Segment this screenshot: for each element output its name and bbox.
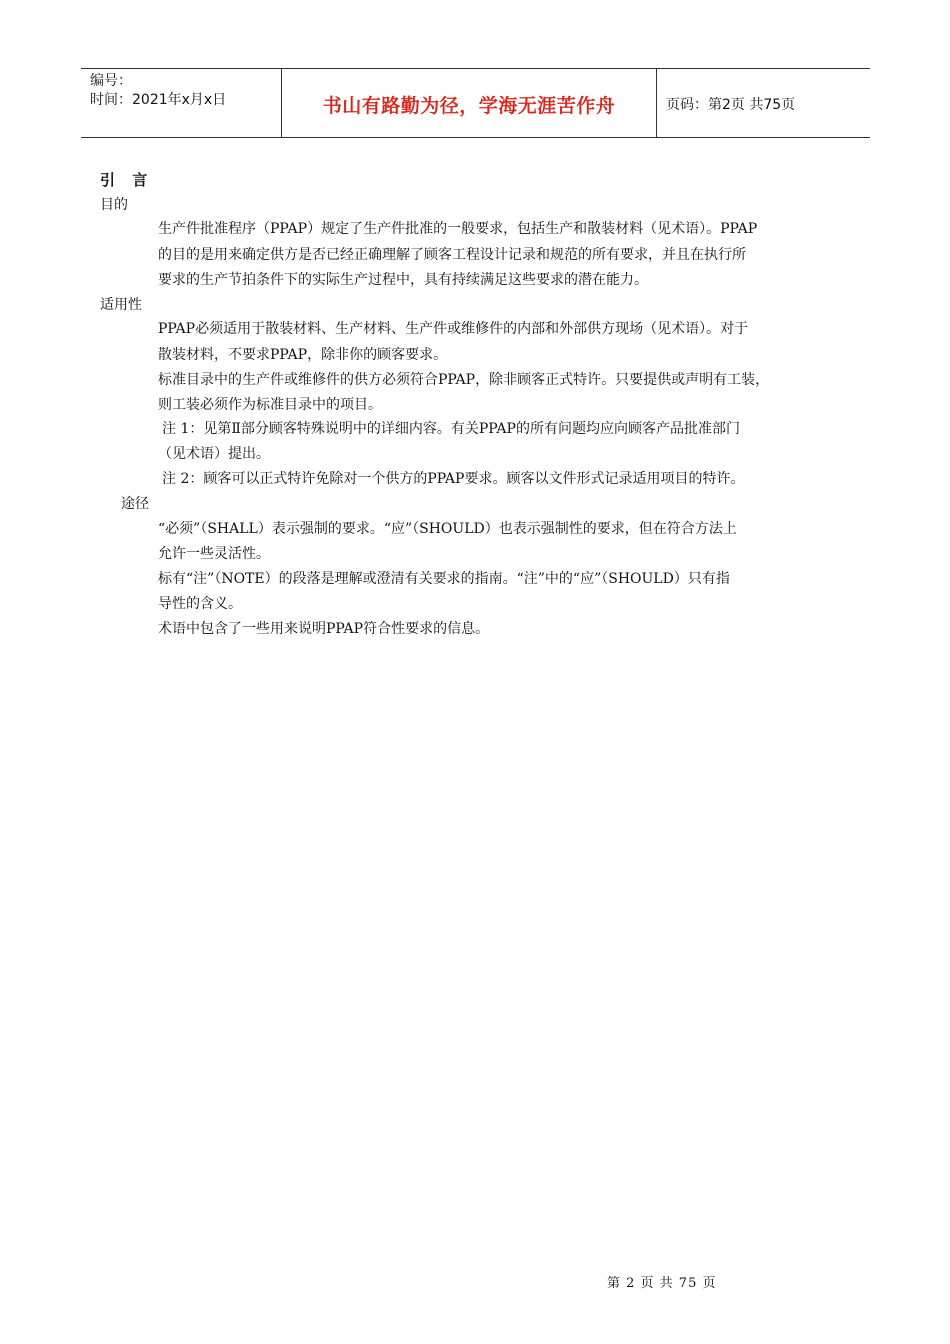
paragraph-line: 生产件批准程序（PPAP）规定了生产件批准的一般要求，包括生产和散装材料（见术语）。PPAP	[158, 221, 758, 237]
paragraph-line: “必须”（SHALL）表示强制的要求。“应”（SHOULD）也表示强制性的要求，但在符合方法上	[158, 521, 737, 537]
header-page-info: 页码：第2页 共75页	[666, 97, 796, 113]
header-meta-cell	[81, 69, 281, 137]
header-page-cell	[656, 69, 870, 137]
paragraph-line: 标有“注”（NOTE）的段落是理解或澄清有关要求的指南。“注”中的“应”（SHOULD）只有指	[158, 571, 730, 587]
note-line: （见术语）提出。	[158, 446, 270, 462]
note-line: 注 2：顾客可以正式特许免除对一个供方的PPAP要求。顾客以文件形式记录适用项目的特许。	[162, 471, 745, 487]
paragraph-line: 标准目录中的生产件或维修件的供方必须符合PPAP，除非顾客正式特许。只要提供或声明有工装，	[158, 372, 770, 388]
paragraph-line: 则工装必须作为标准目录中的项目。	[158, 397, 382, 413]
header-motto: 书山有路勤为径，学海无涯苦作舟	[322, 95, 616, 117]
document-date-label: 时间：2021年x月x日	[90, 92, 227, 108]
page-footer: 第 2 页 共 75 页	[607, 1276, 717, 1291]
document-number-label: 编号：	[90, 73, 132, 89]
note-line: 注 1：见第Ⅱ部分顾客特殊说明中的详细内容。有关PPAP的所有问题均应向顾客产品批准部门	[162, 421, 740, 437]
paragraph-line: 允许一些灵活性。	[158, 546, 270, 562]
paragraph-line: PPAP必须适用于散装材料、生产材料、生产件或维修件的内部和外部供方现场（见术语）。对于	[158, 321, 749, 337]
approach-heading: 途径	[121, 496, 149, 512]
paragraph-line: 导性的含义。	[158, 596, 242, 612]
purpose-heading: 目的	[100, 197, 128, 213]
paragraph-line: 要求的生产节拍条件下的实际生产过程中，具有持续满足这些要求的潜在能力。	[158, 272, 648, 288]
paragraph-line: 术语中包含了一些用来说明PPAP符合性要求的信息。	[158, 621, 490, 637]
paragraph-line: 散装材料，不要求PPAP，除非你的顾客要求。	[158, 347, 448, 363]
section-title: 引 言	[100, 171, 154, 189]
header-motto-cell	[281, 69, 657, 137]
scope-heading: 适用性	[100, 297, 142, 313]
document-header	[81, 68, 870, 138]
paragraph-line: 的目的是用来确定供方是否已经正确理解了顾客工程设计记录和规范的所有要求，并且在执行所	[158, 247, 746, 263]
